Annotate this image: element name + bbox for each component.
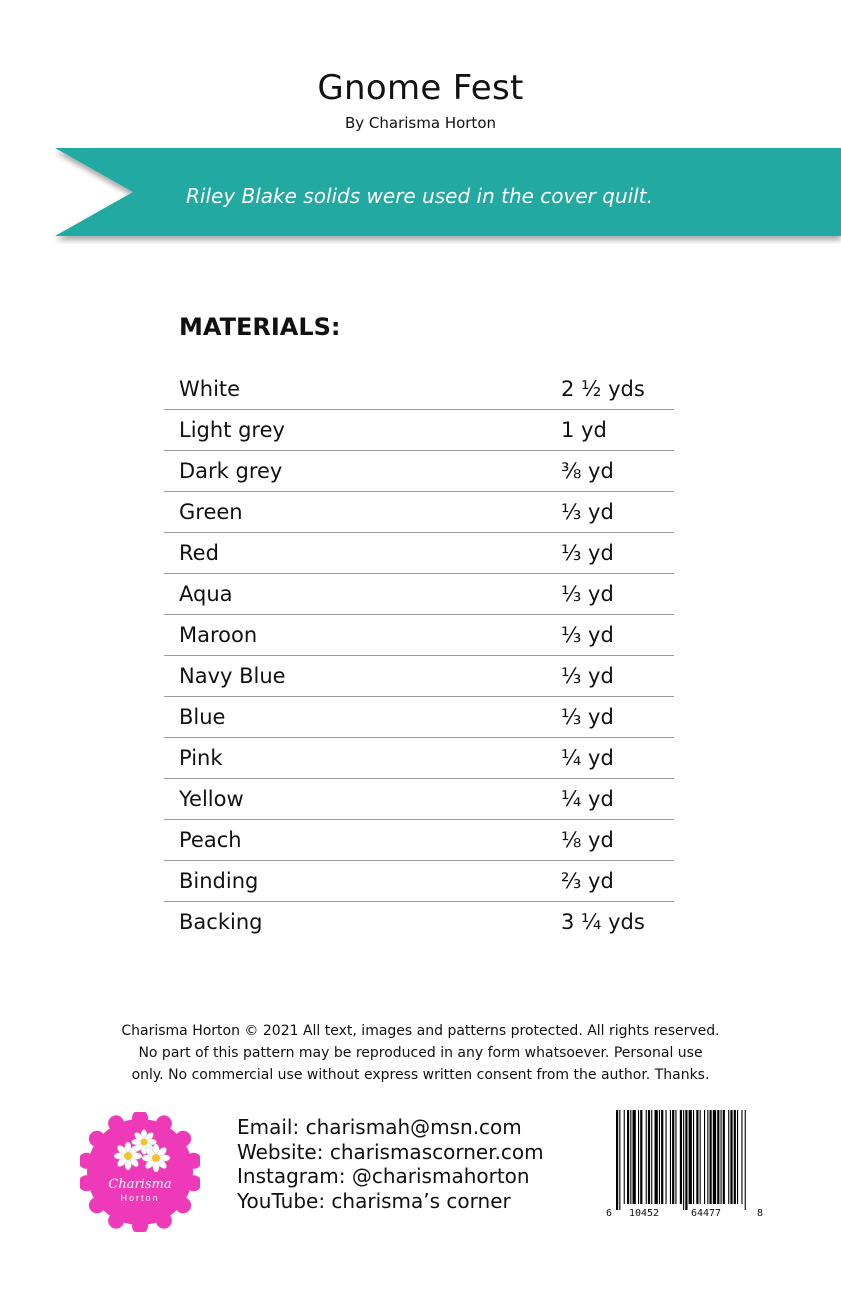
materials-table [164, 369, 674, 942]
material-amount: ⅓ yd [561, 623, 614, 647]
barcode-bar [730, 1110, 732, 1204]
material-name: Aqua [179, 582, 233, 606]
barcode-bar [693, 1110, 694, 1204]
pattern-title: Gnome Fest [317, 68, 524, 108]
logo-text-line2: Horton [120, 1193, 160, 1203]
material-amount: ⅜ yd [561, 459, 614, 483]
table-row [164, 738, 674, 779]
contact-instagram: Instagram: @charismahorton [237, 1164, 530, 1188]
table-row [164, 820, 674, 861]
contact-website: Website: charismascorner.com [237, 1139, 544, 1164]
barcode-bar [710, 1110, 712, 1204]
barcode-bar [655, 1110, 658, 1204]
barcode-bar [704, 1110, 705, 1204]
barcode-bar [670, 1110, 671, 1204]
barcode-bar [700, 1110, 701, 1204]
table-row [164, 615, 674, 656]
barcode-bar [680, 1110, 682, 1204]
barcode-bar [675, 1110, 676, 1204]
info-banner [55, 148, 841, 244]
copyright-line: only. No commercial use without express written consent from the author. Thanks. [131, 1067, 710, 1083]
table-row [164, 410, 674, 451]
material-name: White [179, 377, 241, 401]
material-amount: ⅔ yd [561, 869, 614, 893]
material-name: Maroon [179, 623, 258, 647]
contact-email: Email: charismah@msn.com [237, 1115, 522, 1139]
material-amount: ⅓ yd [561, 664, 614, 688]
table-row [164, 656, 674, 697]
barcode-bar [728, 1110, 729, 1204]
material-name: Red [179, 541, 219, 565]
material-amount: 1 yd [561, 418, 607, 442]
barcode-bar [651, 1110, 652, 1204]
material-amount: ⅓ yd [561, 705, 614, 729]
table-row [164, 574, 674, 615]
material-amount: ¼ yd [561, 787, 614, 811]
material-name: Light grey [179, 418, 285, 442]
material-name: Binding [179, 869, 259, 893]
barcode-bars [616, 1110, 746, 1210]
material-name: Green [179, 500, 243, 524]
charisma-horton-logo [80, 1112, 200, 1232]
barcode-bar [737, 1110, 738, 1204]
material-amount: 3 ¼ yds [561, 910, 645, 934]
barcode-bar [666, 1110, 667, 1204]
material-name: Backing [179, 910, 263, 934]
contact-youtube: YouTube: charisma’s corner [237, 1188, 511, 1213]
upc-barcode [606, 1110, 766, 1220]
table-row [164, 779, 674, 820]
logo-text-line1: Charisma [108, 1177, 172, 1192]
copyright-line: Charisma Horton © 2021 All text, images and patterns protected. All rights reserved. [121, 1023, 720, 1039]
copyright-line: No part of this pattern may be reproduced in any form whatsoever. Personal use [138, 1045, 703, 1061]
barcode-bar [640, 1110, 642, 1204]
barcode-bar [745, 1110, 746, 1210]
barcode-bar [638, 1110, 639, 1204]
barcode-bar [689, 1110, 692, 1204]
barcode-bar [661, 1110, 663, 1204]
barcode-bar [683, 1110, 684, 1210]
barcode-digit-lead: 6 [606, 1208, 613, 1219]
copyright-notice [100, 1020, 741, 1086]
barcode-bar [633, 1110, 636, 1204]
barcode-digits-right: 64477 [690, 1208, 722, 1219]
barcode-bar [723, 1110, 725, 1204]
barcode-bar [624, 1110, 625, 1204]
table-row [164, 697, 674, 738]
barcode-bar [721, 1110, 722, 1204]
author-byline: By Charisma Horton [344, 114, 497, 132]
material-name: Pink [179, 746, 223, 770]
material-name: Navy Blue [179, 664, 286, 688]
barcode-digits-left: 10452 [628, 1208, 660, 1219]
barcode-bar [616, 1110, 618, 1210]
barcode-digit-check: 8 [757, 1208, 764, 1219]
barcode-bar [630, 1110, 631, 1204]
material-amount: ⅓ yd [561, 582, 614, 606]
barcode-bar [713, 1110, 716, 1204]
barcode-bar [646, 1110, 647, 1204]
barcode-bar [696, 1110, 698, 1204]
barcode-bar [627, 1110, 629, 1204]
barcode-bar [648, 1110, 650, 1204]
contact-info [237, 1115, 544, 1213]
material-amount: ⅓ yd [561, 541, 614, 565]
material-name: Dark grey [179, 459, 283, 483]
table-row [164, 533, 674, 574]
table-row [164, 369, 674, 410]
barcode-bar [741, 1110, 742, 1204]
material-amount: ¼ yd [561, 746, 614, 770]
banner-text: Riley Blake solids were used in the cover quilt. [186, 184, 653, 208]
logo-badge [80, 1112, 200, 1232]
material-amount: ⅓ yd [561, 500, 614, 524]
barcode-bar [659, 1110, 660, 1204]
table-row [164, 861, 674, 902]
material-name: Yellow [179, 787, 244, 811]
material-amount: 2 ½ yds [561, 377, 645, 401]
material-name: Peach [179, 828, 242, 852]
barcode-bar [734, 1110, 736, 1204]
barcode-bar [619, 1110, 620, 1210]
materials-heading: MATERIALS: [179, 313, 341, 341]
table-row [164, 902, 674, 943]
barcode-bar [707, 1110, 708, 1204]
barcode-graphic [606, 1110, 766, 1220]
table-row [164, 451, 674, 492]
material-amount: ⅛ yd [561, 828, 614, 852]
barcode-bar [717, 1110, 719, 1204]
material-name: Blue [179, 705, 226, 729]
barcode-bar [672, 1110, 674, 1204]
barcode-bar [685, 1110, 687, 1210]
table-row [164, 492, 674, 533]
